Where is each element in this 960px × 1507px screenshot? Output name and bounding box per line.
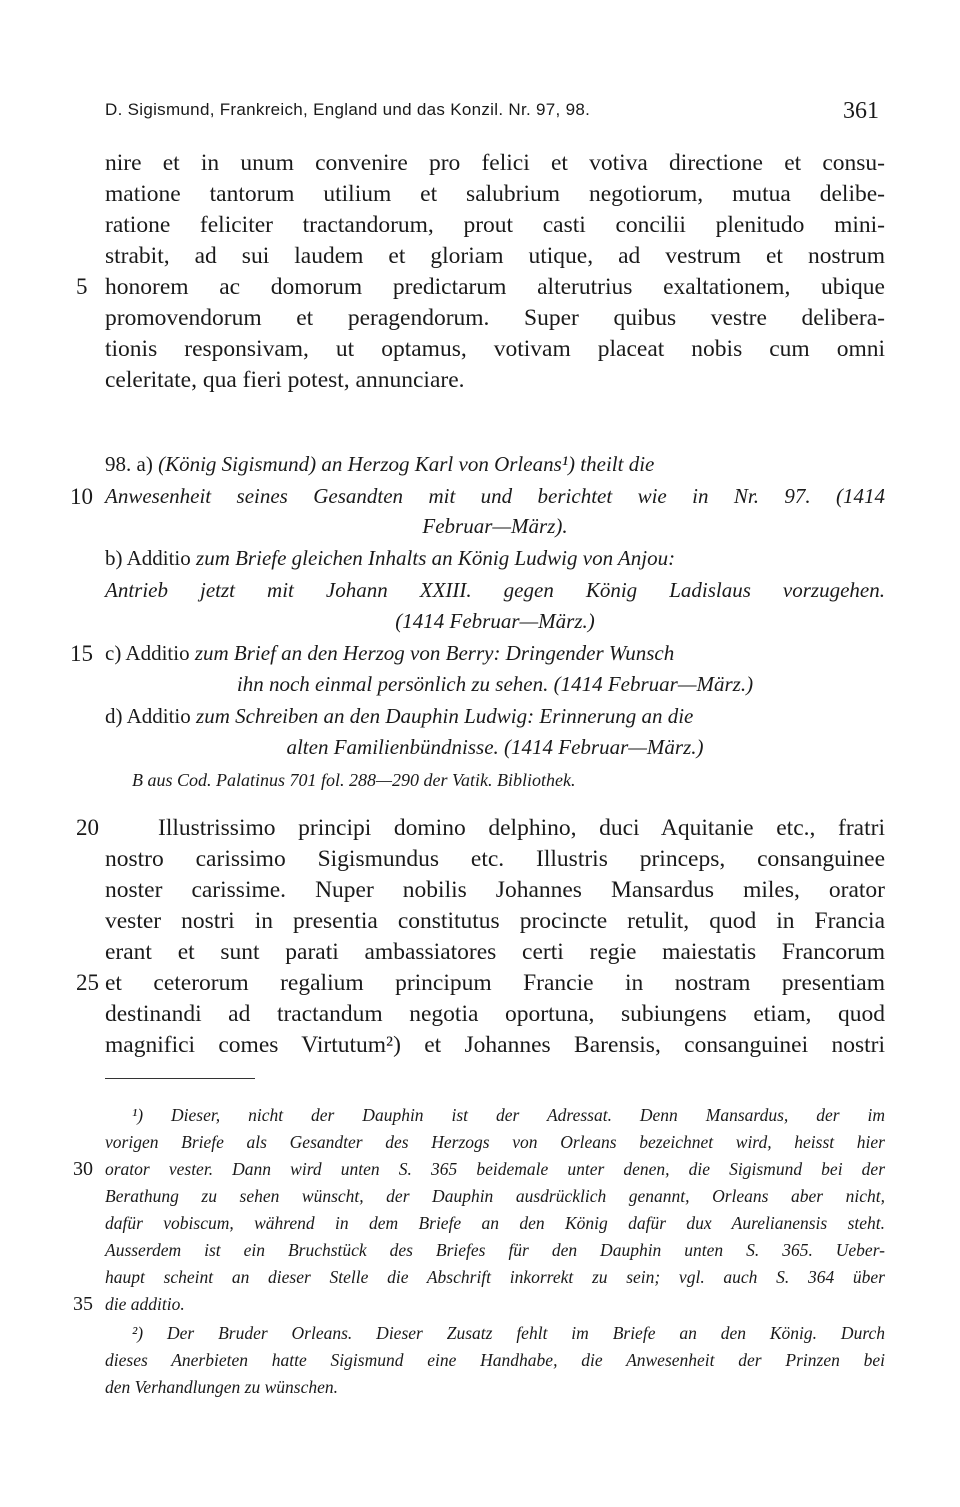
- running-header: D. Sigismund, Frankreich, England und das Konzil. Nr. 97, 98.: [105, 100, 591, 119]
- line-number: 15: [70, 641, 93, 666]
- page-number: 361: [843, 98, 879, 124]
- footnote-line: den Verhandlungen zu wünschen.: [105, 1377, 338, 1397]
- text-line: ratione feliciter tractandorum, prout casti concilii plenitudo mini-: [105, 212, 885, 238]
- text-line: promovendorum et peragendorum. Super quibus vestre delibera-: [105, 305, 885, 331]
- line-number: 10: [70, 484, 93, 509]
- text-line: strabit, ad sui laudem et gloriam utique, ad vestrum et nostrum: [105, 243, 885, 269]
- text-line: erant et sunt parati ambassiatores certi regie maiestatis Francorum: [105, 939, 885, 965]
- line-number: 5: [76, 274, 88, 299]
- text-line: Illustrissimo principi domino delphino, duci Aquitanie etc., fratri: [158, 815, 885, 841]
- text-line: Antrieb jetzt mit Johann XXIII. gegen König Ladislaus vorzugehen.: [105, 578, 885, 602]
- line-number: 25: [76, 970, 99, 995]
- text-line: nostro carissimo Sigismundus etc. Illustris princeps, consanguinee: [105, 846, 885, 872]
- footnote-line: Berathung zu sehen wünscht, der Dauphin ausdrücklich genannt, Orleans aber nicht,: [105, 1186, 885, 1206]
- footnote-line: orator vester. Dann wird unten S. 365 beidemale unter denen, die Sigismund bei der: [105, 1159, 885, 1179]
- text-line: nire et in unum convenire pro felici et votiva directione et consu-: [105, 150, 885, 176]
- doc-heading-98d: d) Additio zum Schreiben an den Dauphin Ludwig: Erinnerung an die: [105, 704, 694, 728]
- text-line: noster carissime. Nuper nobilis Johannes Mansardus miles, orator: [105, 877, 885, 903]
- text-line: celeritate, qua fieri potest, annunciare.: [105, 367, 465, 393]
- line-number: 35: [73, 1293, 93, 1315]
- text-line: ihn noch einmal persönlich zu sehen. (1414 Februar—März.): [236, 672, 754, 696]
- doc-heading-98b: b) Additio zum Briefe gleichen Inhalts an König Ludwig von Anjou:: [105, 546, 676, 570]
- text-line: alten Familienbündnisse. (1414 Februar—März.): [286, 735, 704, 759]
- text-line: magnifici comes Virtutum²) et Johannes Barensis, consanguinei nostri: [105, 1032, 885, 1058]
- doc-heading-98c: c) Additio zum Brief an den Herzog von Berry: Dringender Wunsch: [105, 641, 675, 665]
- text-line: et ceterorum regalium principum Francie in nostram presentiam: [105, 970, 885, 996]
- footnote-line: Ausserdem ist ein Bruchstück des Briefes für den Dauphin unten S. 365. Ueber-: [105, 1240, 885, 1260]
- footnote-divider: [105, 1078, 255, 1079]
- line-number: 20: [76, 815, 99, 840]
- footnote-line: dafür vobiscum, während in dem Briefe an den König dafür dux Aurelianensis steht.: [105, 1213, 885, 1233]
- footnote-line: dieses Anerbieten hatte Sigismund eine Handhabe, die Anwesenheit der Prinzen bei: [105, 1350, 885, 1370]
- footnote-line: ²) Der Bruder Orleans. Dieser Zusatz fehlt im Briefe an den König. Durch: [132, 1323, 885, 1343]
- text-line: tionis responsivam, ut optamus, votivam placeat nobis cum omni: [105, 336, 885, 362]
- text-line: matione tantorum utilium et salubrium negotiorum, mutua delibe-: [105, 181, 885, 207]
- line-number: 30: [73, 1158, 93, 1180]
- text-line: (1414 Februar—März.): [395, 609, 595, 633]
- text-line: destinandi ad tractandum negotia oportuna, subiungens etiam, quod: [105, 1001, 885, 1027]
- text-line: honorem ac domorum predictarum alterutrius exaltationem, ubique: [105, 274, 885, 300]
- text-line: Februar—März).: [422, 514, 568, 538]
- doc-number: 98.: [105, 452, 132, 476]
- source-note: B aus Cod. Palatinus 701 fol. 288—290 der Vatik. Bibliothek.: [132, 770, 576, 790]
- footnote-line: ¹) Dieser, nicht der Dauphin ist der Adressat. Denn Mansardus, der im: [132, 1105, 885, 1125]
- footnote-line: haupt scheint an dieser Stelle die Abschrift inkorrekt zu sein; vgl. auch S. 364 über: [105, 1267, 885, 1287]
- footnote-line: die additio.: [105, 1294, 185, 1314]
- doc-heading-98a: 98. a) (König Sigismund) an Herzog Karl von Orleans¹) theilt die: [105, 452, 655, 476]
- text-line: Anwesenheit seines Gesandten mit und berichtet wie in Nr. 97. (1414: [105, 484, 885, 508]
- footnote-line: vorigen Briefe als Gesandter des Herzogs von Orleans bezeichnet wird, heisst hier: [105, 1132, 885, 1152]
- text-line: vester nostri in presentia constitutus procincte retulit, quod in Francia: [105, 908, 885, 934]
